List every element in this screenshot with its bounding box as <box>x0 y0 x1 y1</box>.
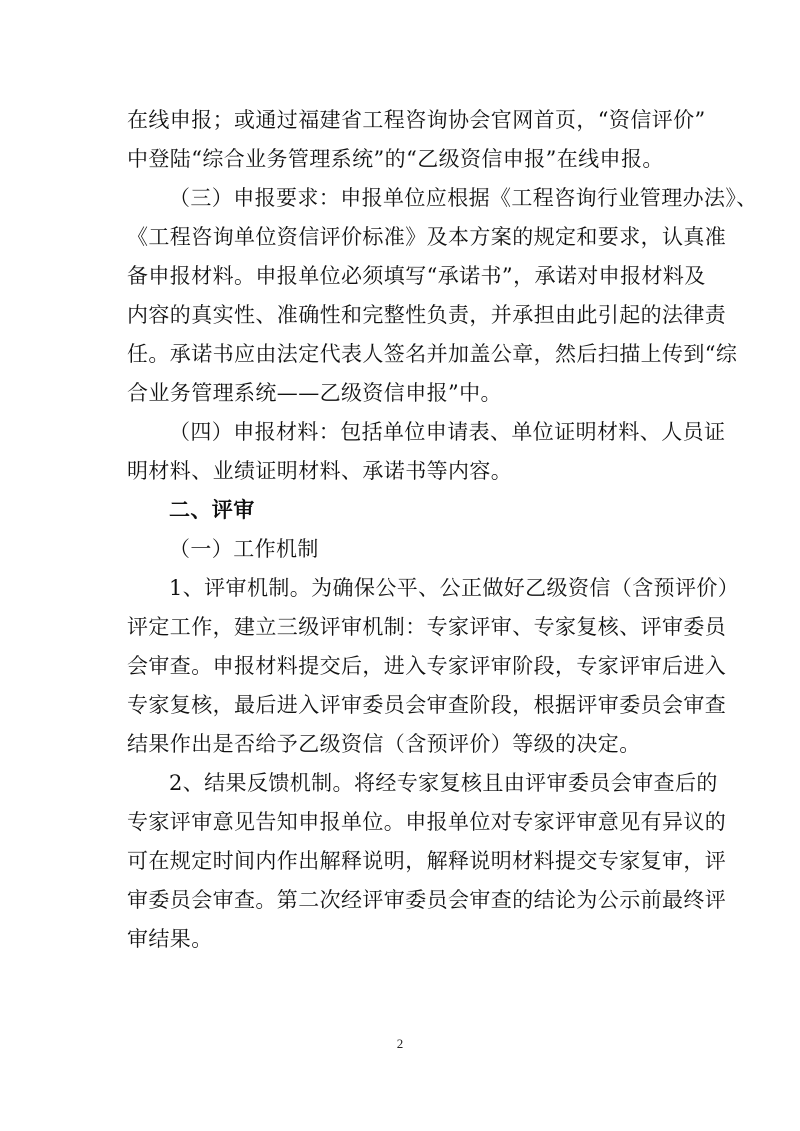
text-line: 2、结果反馈机制。将经专家复核且由评审委员会审查后的 <box>169 771 718 795</box>
text-line: 专家评审意见告知申报单位。申报单位对专家评审意见有异议的 <box>127 810 727 834</box>
text-line: 备申报材料。申报单位必须填写“承诺书”，承诺对申报材料及 <box>127 264 706 288</box>
text-line: 专家复核，最后进入评审委员会审查阶段，根据评审委员会审查 <box>127 693 727 717</box>
text-line: 审结果。 <box>127 927 213 951</box>
text-line: 内容的真实性、准确性和完整性负责，并承担由此引起的法律责 <box>127 303 727 327</box>
text-line: 结果作出是否给予乙级资信（含预评价）等级的决定。 <box>127 732 641 756</box>
text-line: 明材料、业绩证明材料、承诺书等内容。 <box>127 459 513 483</box>
text-line: （四）申报材料：包括单位申请表、单位证明材料、人员证 <box>169 420 726 444</box>
text-line: 合业务管理系统——乙级资信申报”中。 <box>127 381 502 405</box>
text-line: 可在规定时间内作出解释说明，解释说明材料提交专家复审，评 <box>127 849 727 873</box>
text-line: 《工程咨询单位资信评价标准》及本方案的规定和要求，认真准 <box>127 225 727 249</box>
text-line: 中登陆“综合业务管理系统”的“乙级资信申报”在线申报。 <box>127 147 664 171</box>
text-line: 1、评审机制。为确保公平、公正做好乙级资信（含预评价） <box>169 576 740 600</box>
text-line: 审委员会审查。第二次经评审委员会审查的结论为公示前最终评 <box>127 888 727 912</box>
subsection-heading: （一）工作机制 <box>169 537 319 561</box>
section-heading: 二、评审 <box>169 498 255 522</box>
page-number: 2 <box>396 1036 404 1051</box>
body-text <box>127 101 758 959</box>
text-line: 评定工作，建立三级评审机制：专家评审、专家复核、评审委员 <box>127 615 727 639</box>
text-line: （三）申报要求：申报单位应根据《工程咨询行业管理办法》、 <box>169 186 758 210</box>
text-line: 会审查。申报材料提交后，进入专家评审阶段，专家评审后进入 <box>127 654 727 678</box>
text-line: 在线申报；或通过福建省工程咨询协会官网首页，“资信评价” <box>127 108 706 132</box>
text-line: 任。承诺书应由法定代表人签名并加盖公章，然后扫描上传到“综 <box>127 342 738 366</box>
